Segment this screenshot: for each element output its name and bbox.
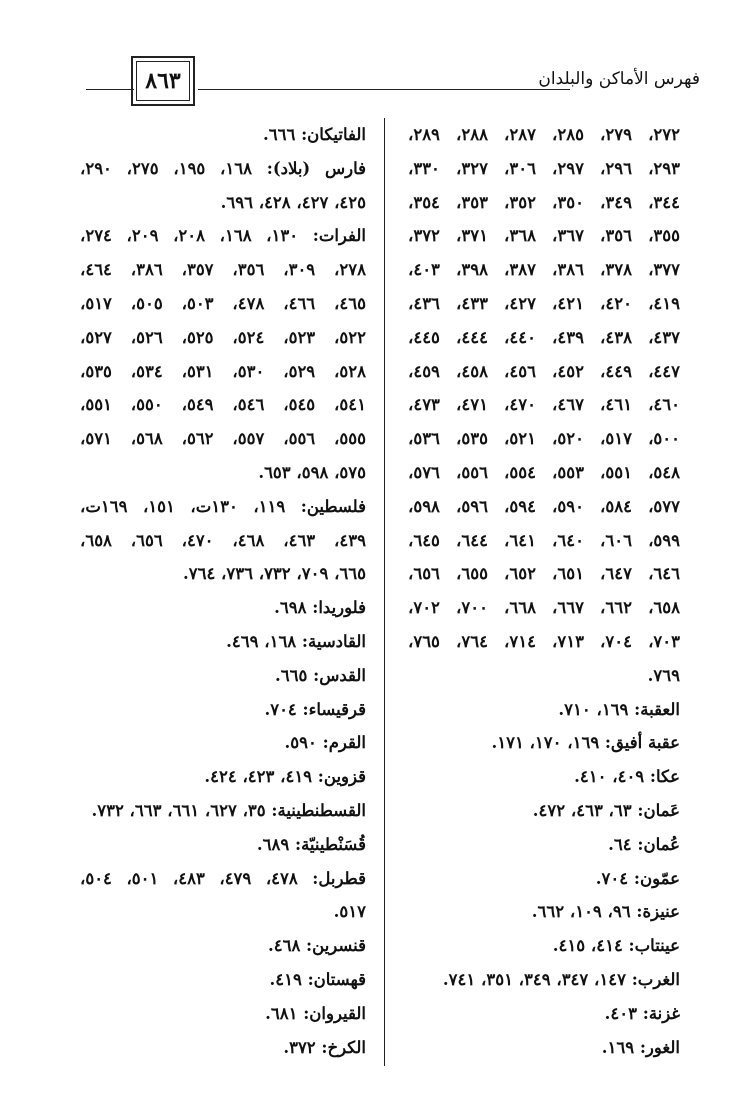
- index-line: ٧٠٣، ٧٠٤، ٧١٣، ٧١٤، ٧٦٤، ٧٦٥،: [408, 631, 680, 651]
- index-line: ٦٦٥، ٧٠٩، ٧٣٢، ٧٣٦، ٧٦٤.: [182, 564, 366, 584]
- index-line: ٣٤٤، ٣٤٩، ٣٥٠، ٣٥٢، ٣٥٣، ٣٥٤،: [408, 192, 680, 212]
- index-line: ٤٦٥، ٤٦٦، ٤٧٨، ٥٠٣، ٥٠٥، ٥١٧،: [80, 293, 366, 313]
- index-line: قزوين: ٤١٩، ٤٢٣، ٤٢٤.: [204, 767, 366, 787]
- index-line: ٢٩٣، ٢٩٦، ٢٩٧، ٣٠٦، ٣٢٧، ٣٣٠،: [408, 158, 680, 178]
- index-line: عمّون: ٧٠٤.: [595, 868, 680, 888]
- index-line: قرقيساء: ٧٠٤.: [264, 699, 366, 719]
- page-number-box: [131, 56, 195, 106]
- index-line: الغور: ١٦٩.: [601, 1037, 680, 1057]
- index-line: ٦٥٨، ٦٦٢، ٦٦٧، ٦٦٨، ٧٠٠، ٧٠٢،: [408, 598, 680, 618]
- index-line: الفرات: ١٣٠، ١٦٨، ٢٠٨، ٢٠٩، ٢٧٤،: [80, 226, 366, 246]
- index-line: ٢٧٢، ٢٧٩، ٢٨٥، ٢٨٧، ٢٨٨، ٢٨٩،: [408, 125, 680, 144]
- index-line: فلوريدا: ٦٩٨.: [274, 598, 366, 618]
- index-line: ٥٩٩، ٦٠٦، ٦٤٠، ٦٤١، ٦٤٤، ٦٤٥،: [408, 530, 680, 550]
- index-line: قطربل: ٤٧٨، ٤٧٩، ٤٨٣، ٥٠١، ٥٠٤،: [80, 868, 366, 888]
- index-line: العقبة: ١٦٩، ٧١٠.: [558, 699, 680, 719]
- index-line: عنيزة: ٩٦، ١٠٩، ٦٦٢.: [531, 902, 680, 922]
- index-column-right: [408, 118, 680, 1064]
- index-line: ٣٥٥، ٣٥٦، ٣٦٧، ٣٦٨، ٣٧١، ٣٧٢،: [408, 226, 680, 246]
- index-line: عكا: ٤٠٩، ٤١٠.: [574, 767, 680, 787]
- index-line: الغرب: ١٤٧، ٣٤٧، ٣٤٩، ٣٥١، ٧٤١.: [442, 969, 680, 989]
- index-line: ٦٤٦، ٦٤٧، ٦٥١، ٦٥٢، ٦٥٥، ٦٥٦،: [408, 564, 680, 584]
- index-line: عقبة أفيق: ١٦٩، ١٧٠، ١٧١.: [491, 733, 680, 753]
- index-line: ٥٧٧، ٥٨٤، ٥٩٠، ٥٩٤، ٥٩٦، ٥٩٨،: [408, 496, 680, 516]
- index-line: القسطنطينية: ٣٥، ٦٢٧، ٦٦١، ٦٦٣، ٧٣٢.: [91, 800, 366, 820]
- index-line: ٤١٩، ٤٢٠، ٤٢١، ٤٢٧، ٤٣٣، ٤٣٦،: [408, 293, 680, 313]
- index-line: ٤٣٩، ٤٦٣، ٤٦٨، ٤٧٠، ٦٥٦، ٦٥٨،: [80, 530, 366, 550]
- index-line: عَمان: ٦٣، ٤٦٣، ٤٧٢.: [532, 800, 680, 820]
- index-line: عينتاب: ٤١٤، ٤١٥.: [552, 936, 680, 956]
- index-line: الفاتيكان: ٦٦٦.: [263, 125, 366, 144]
- index-line: ٥٤٨، ٥٥١، ٥٥٣، ٥٥٤، ٥٥٦، ٥٧٦،: [408, 462, 680, 482]
- index-line: ٤٤٧، ٤٤٩، ٤٥٢، ٤٥٦، ٤٥٨، ٤٥٩،: [408, 361, 680, 381]
- page-number: ٨٦٣: [136, 61, 190, 101]
- index-line: ٥٥٥، ٥٥٦، ٥٥٧، ٥٦٢، ٥٦٨، ٥٧١،: [80, 429, 366, 449]
- index-line: ٥١٧.: [333, 902, 366, 922]
- index-line: ٥٤١، ٥٤٥، ٥٤٦، ٥٤٩، ٥٥٠، ٥٥١،: [80, 395, 366, 415]
- index-line: القيروان: ٦٨١.: [265, 1003, 366, 1023]
- running-title: فهرس الأماكن والبلدان: [478, 69, 700, 89]
- index-line: ٧٦٩.: [647, 665, 680, 685]
- header-rule: [198, 89, 570, 90]
- index-line: القادسية: ١٦٨، ٤٦٩.: [226, 631, 366, 651]
- index-line: ٣٧٧، ٣٧٨، ٣٨٦، ٣٨٧، ٣٩٨، ٤٠٣،: [408, 260, 680, 280]
- index-line: فلسطين: ١١٩، ١٣٠ت، ١٥١، ١٦٩ت،: [80, 496, 366, 516]
- index-line: القرم: ٥٩٠.: [284, 733, 366, 753]
- index-line: ٥٠٠، ٥١٧، ٥٢٠، ٥٢١، ٥٣٥، ٥٣٦،: [408, 429, 680, 449]
- index-line: الكرخ: ٣٧٢.: [283, 1037, 366, 1057]
- index-line: ٢٧٨، ٣٠٩، ٣٥٦، ٣٥٧، ٣٨٦، ٤٦٤،: [80, 260, 366, 280]
- index-line: ٥٧٥، ٥٩٨، ٦٥٣.: [258, 462, 366, 482]
- index-line: القدس: ٦٦٥.: [275, 665, 366, 685]
- column-divider: [384, 118, 385, 1066]
- index-line: عُمان: ٦٤.: [608, 834, 680, 854]
- index-line: ٤٣٧، ٤٣٨، ٤٣٩، ٤٤٠، ٤٤٤، ٤٤٥،: [408, 327, 680, 347]
- index-line: غزنة: ٤٠٣.: [604, 1003, 680, 1023]
- index-line: فارس (بلاد): ١٦٨، ١٩٥، ٢٧٥، ٢٩٠،: [80, 158, 366, 178]
- index-column-left: [80, 118, 366, 1064]
- index-line: ٥٢٨، ٥٢٩، ٥٣٠، ٥٣١، ٥٣٤، ٥٣٥،: [80, 361, 366, 381]
- index-line: ٥٢٢، ٥٢٣، ٥٢٤، ٥٢٥، ٥٢٦، ٥٢٧،: [80, 327, 366, 347]
- index-line: قُسَنْطينيّة: ٦٨٩.: [256, 834, 366, 854]
- page-header: [86, 56, 700, 112]
- index-line: ٤٢٥، ٤٢٧، ٤٢٨، ٦٩٦.: [220, 192, 366, 212]
- header-rule-left: [86, 89, 134, 90]
- index-line: قهستان: ٤١٩.: [269, 969, 366, 989]
- index-line: قنسرين: ٤٦٨.: [267, 936, 366, 956]
- index-line: ٤٦٠، ٤٦١، ٤٦٧، ٤٧٠، ٤٧١، ٤٧٣،: [408, 395, 680, 415]
